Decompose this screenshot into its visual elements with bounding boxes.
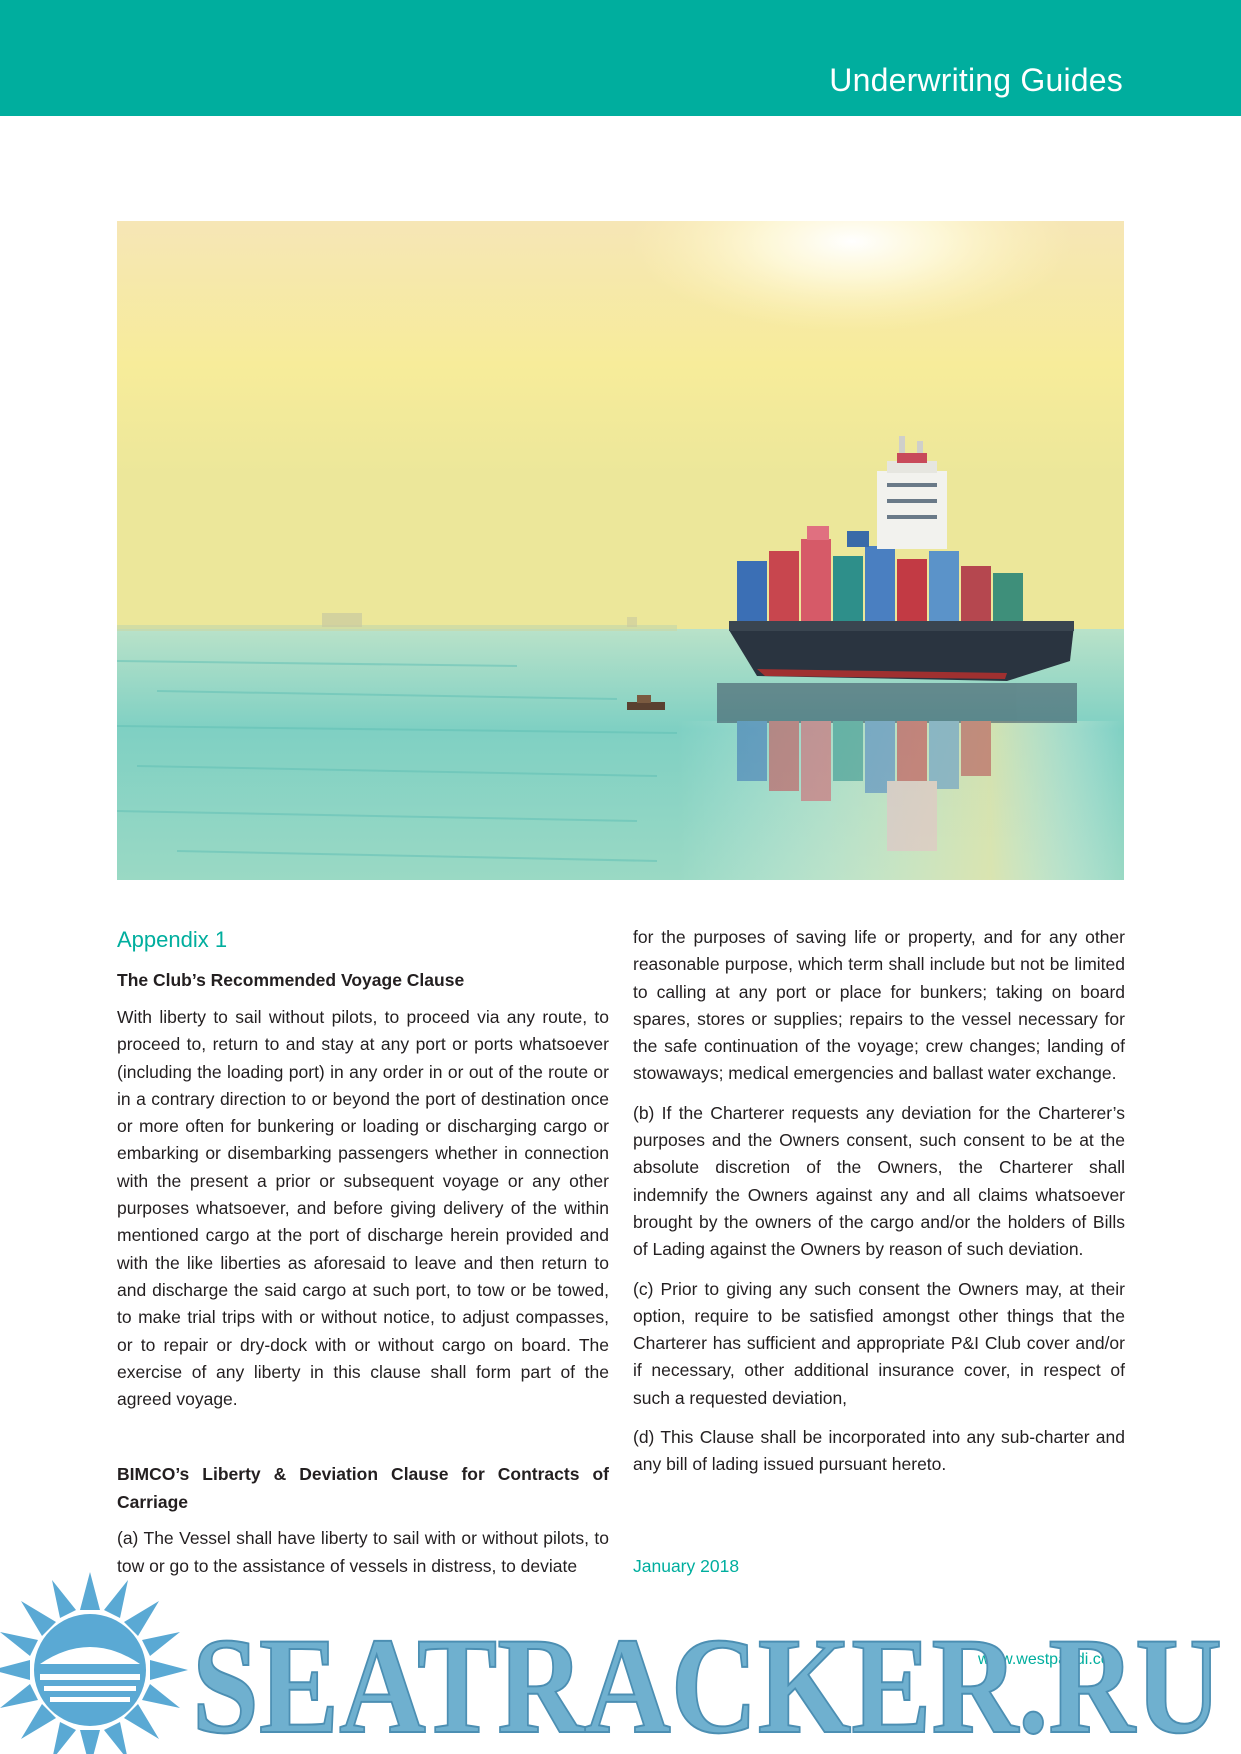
sun-logo-icon xyxy=(0,1572,188,1754)
container-ship-photo xyxy=(117,221,1124,880)
bimco-clause-c: (c) Prior to giving any such consent the Owners may, at their option, require to be satisfied amongst other things that the Charterer has sufficient and appropriate P&I Club cover and/or if necessary, other additional insurance cover, in respect of such a requested deviation, xyxy=(633,1278,1125,1408)
club-clause-text: With liberty to sail without pilots, to proceed via any route, to proceed to, return to and stay at any port or ports whatsoever (including the loading port) in any order in or out of the route or in a contrary direction to or beyond the port of destination once or more often for bunkering or loading or discharging cargo or embarking or disembarking passengers whether in connection with the present a prior or subsequent voyage or any other purposes whatsoever, and before giving delivery of the within mentioned cargo at the port of discharge herein provided and with the like liberties as aforesaid to leave and then return to and discharge the said cargo at such port, to tow or be towed, to make trial trips with or without notice, to adjust compasses, or to repair or dry-dock with or without cargo on board. The exercise of any liberty in this clause shall form part of the agreed voyage. xyxy=(117,1007,609,1410)
document-date: January 2018 xyxy=(633,1556,740,1576)
club-clause-title: The Club’s Recommended Voyage Clause xyxy=(117,970,465,990)
bimco-clause-a-start: (a) The Vessel shall have liberty to sail with or without pilots, to tow or go to the assistance of vessels in distress, to deviate xyxy=(117,1528,609,1576)
header-title: Underwriting Guides xyxy=(829,62,1123,98)
hero-image xyxy=(117,221,1124,880)
appendix-title: Appendix 1 xyxy=(117,927,228,952)
right-column xyxy=(633,925,1125,1479)
bimco-clause-a-continued: for the purposes of saving life or property, and for any other reasonable purpose, which term shall include but not be limited to calling at any port or place for bunkers; taking on board spares, stores or supplies; repairs to the vessel necessary for the safe continuation of the voyage; crew changes; landing of stowaways; medical emergencies and ballast water exchange. xyxy=(633,927,1125,1084)
website-link[interactable]: www.westpandi.com xyxy=(978,1651,1123,1668)
watermark-text: SEATRACKER.RU xyxy=(192,1609,1222,1754)
left-column xyxy=(117,925,609,1580)
bimco-clause-title: BIMCO’s Liberty & Deviation Clause for Contracts of Carriage xyxy=(117,1464,609,1512)
bimco-clause-b: (b) If the Charterer requests any deviation for the Charterer’s purposes and the Owners consent, such consent to be at the absolute discretion of the Owners, the Charterer shall indemnify the Owners against any and all claims whatsoever brought by the owners of the cargo and/or the holders of Bills of Lading against the Owners by reason of such deviation. xyxy=(633,1102,1125,1260)
bimco-clause-d: (d) This Clause shall be incorporated into any sub-charter and any bill of lading issued pursuant hereto. xyxy=(633,1427,1125,1475)
header-band xyxy=(0,0,1241,116)
